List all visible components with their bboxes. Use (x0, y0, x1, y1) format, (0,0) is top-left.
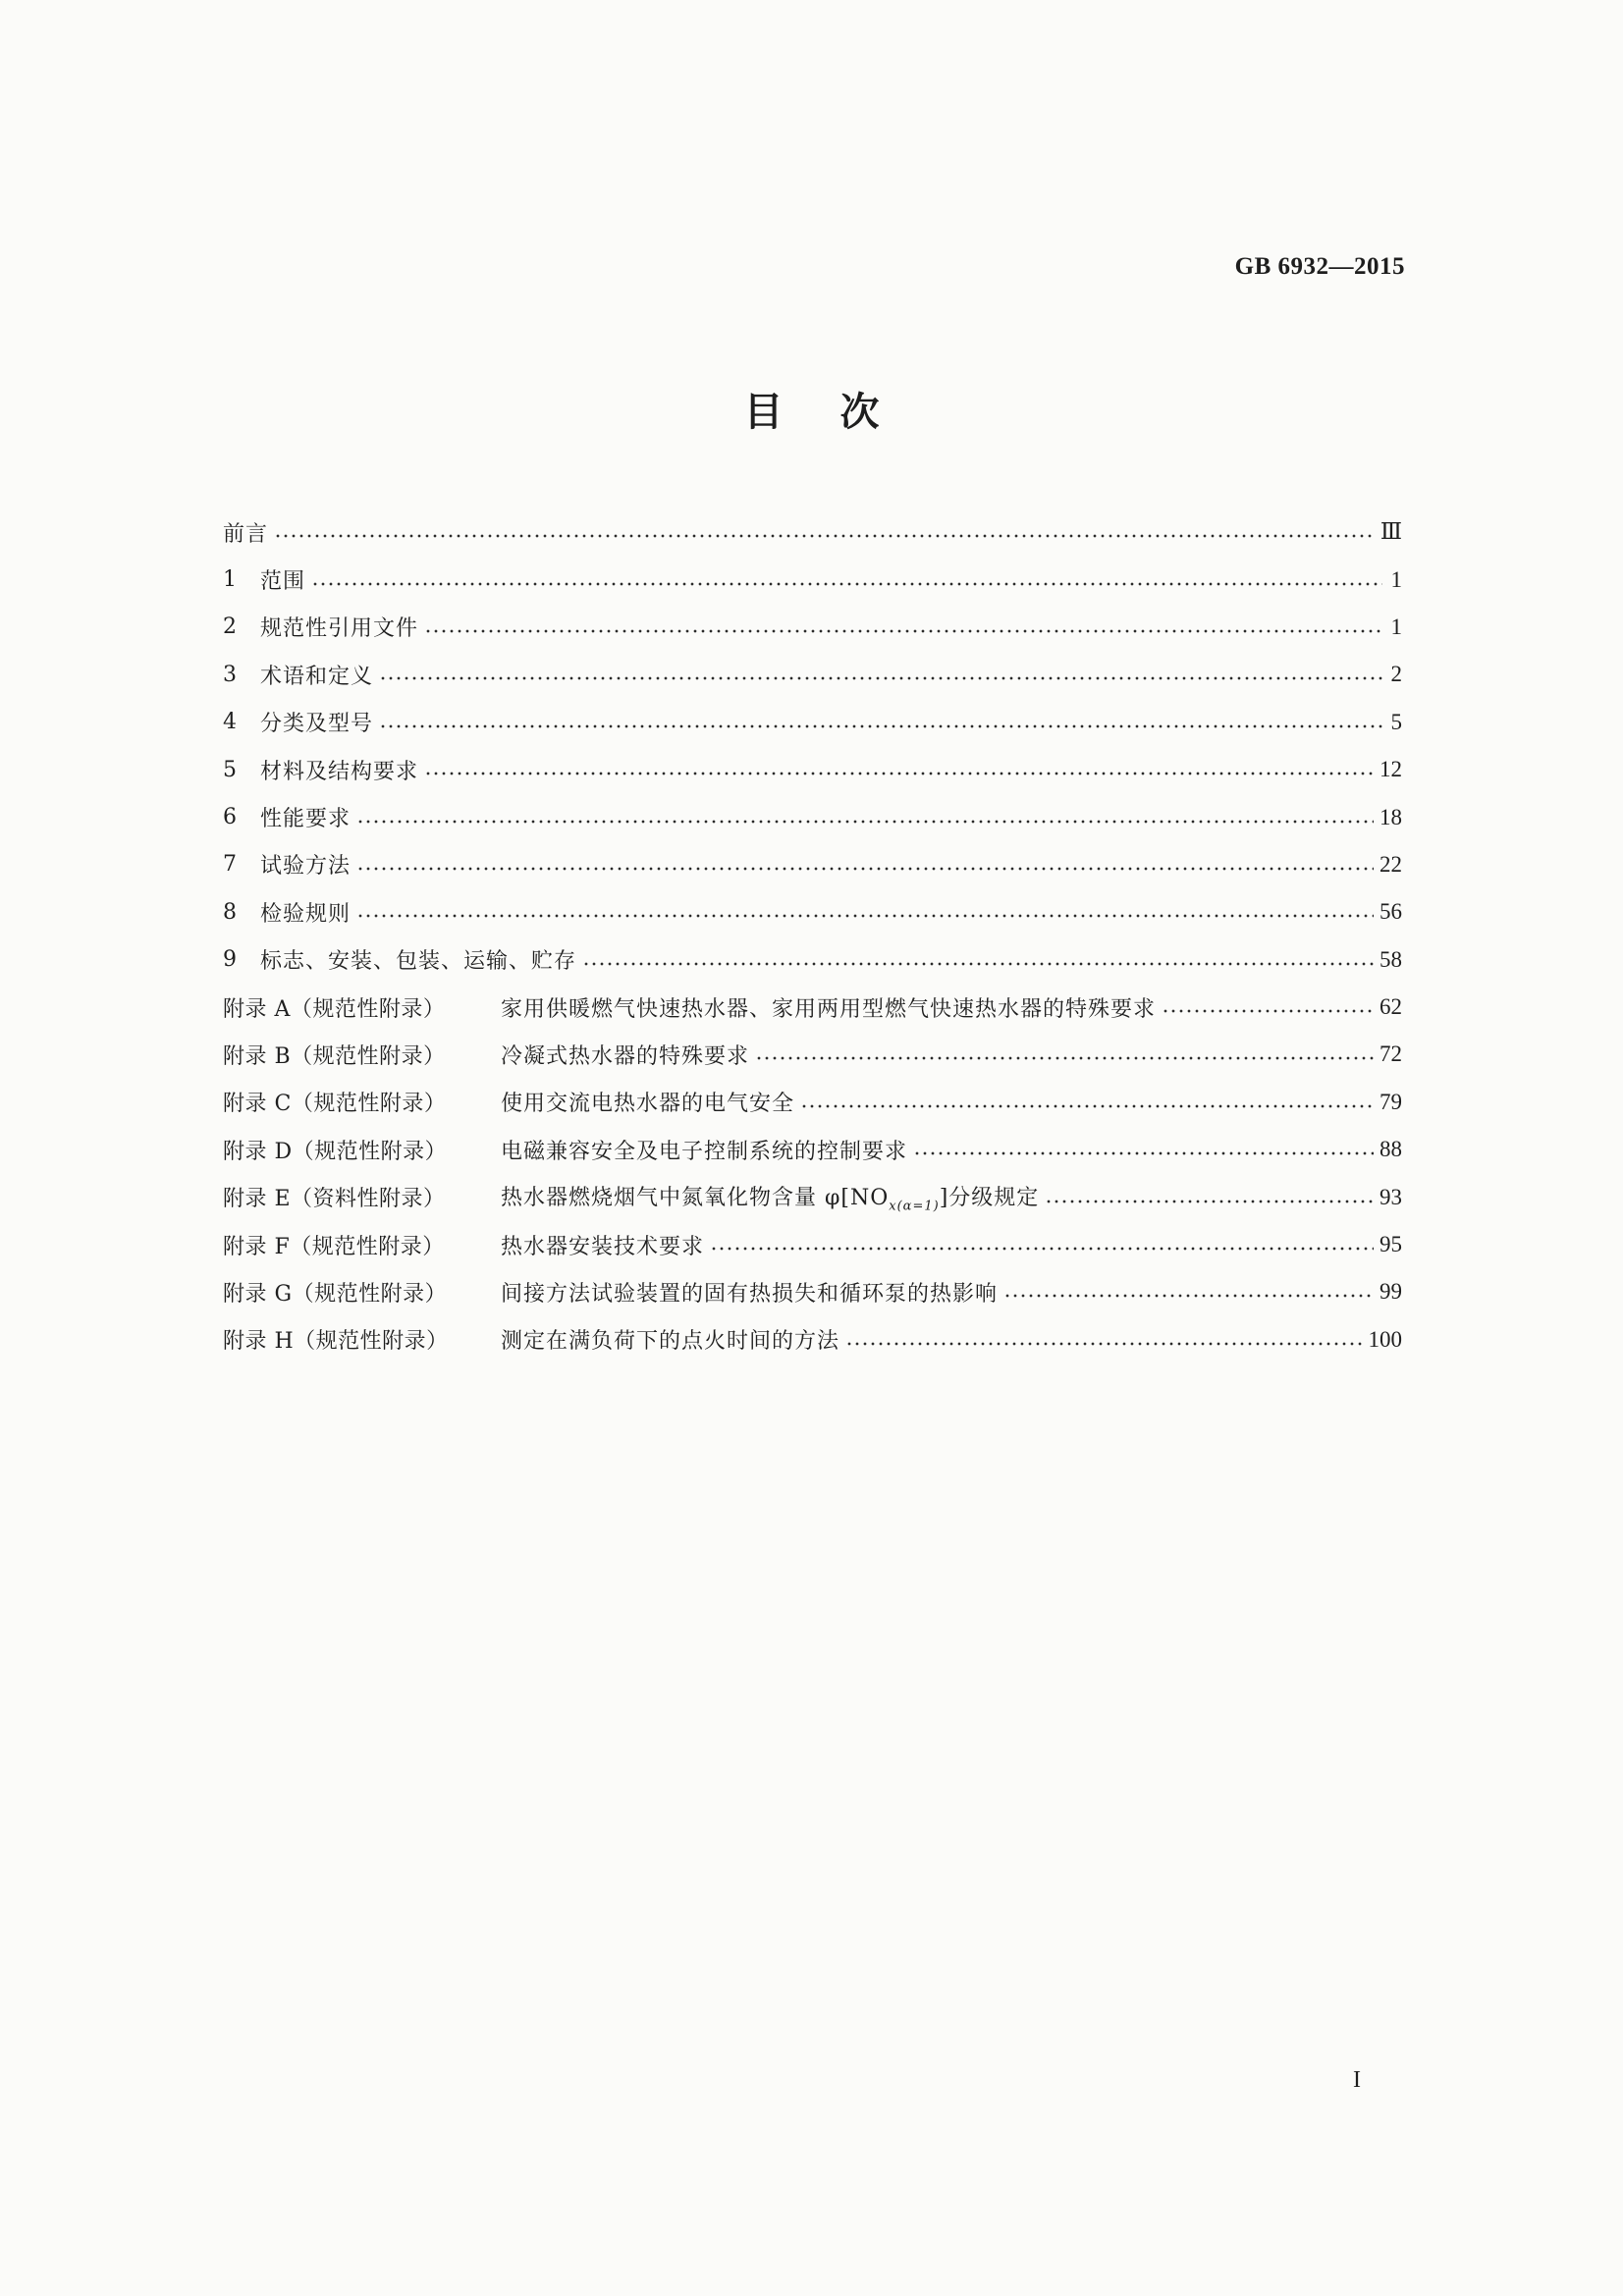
appendix-title: 热水器安装技术要求 (501, 1234, 705, 1259)
toc-entry-2[interactable] (223, 604, 1402, 651)
appendix-page: 100 (1368, 1326, 1402, 1352)
toc-entry-1[interactable] (223, 556, 1402, 603)
toc-entry-8[interactable] (223, 888, 1402, 935)
appendix-page: 93 (1380, 1184, 1402, 1209)
appendix-prefix: 附录 A（规范性附录） (223, 996, 446, 1022)
toc-entry-number: 2 (223, 614, 237, 640)
page-folio: I (1353, 2067, 1361, 2093)
dot-leader (582, 950, 1374, 970)
appendix-page: 95 (1380, 1232, 1402, 1257)
appendix-title (501, 1181, 1039, 1213)
appendix-page: 72 (1380, 1041, 1402, 1067)
toc-entry-number: 4 (223, 710, 237, 735)
toc-entry-label: 规范性引用文件 (260, 616, 419, 642)
toc-entry-3[interactable] (223, 651, 1402, 698)
appendix-page: 79 (1380, 1089, 1402, 1114)
appendix-title: 测定在满负荷下的点火时间的方法 (501, 1329, 840, 1355)
toc-entry-4[interactable] (223, 699, 1402, 746)
toc-entry-6[interactable] (223, 793, 1402, 840)
toc-entry-page: 18 (1380, 804, 1402, 829)
toc-appendix-f[interactable] (223, 1221, 1402, 1268)
appendix-title: 电磁兼容安全及电子控制系统的控制要求 (501, 1139, 908, 1164)
toc-appendix-d[interactable] (223, 1126, 1402, 1173)
toc-appendix-h[interactable] (223, 1316, 1402, 1363)
toc-entry-number: 1 (223, 567, 237, 593)
appendix-prefix: 附录 D（规范性附录） (223, 1139, 448, 1164)
appendix-title: 间接方法试验装置的固有热损失和循环泵的热影响 (501, 1281, 999, 1307)
dot-leader (379, 713, 1382, 732)
toc-entry-foreword[interactable] (223, 508, 1402, 556)
dot-leader (800, 1093, 1374, 1112)
appendix-title-tail: ]分级规定 (939, 1185, 1040, 1210)
dot-leader (845, 1330, 1362, 1350)
dot-leader (379, 665, 1382, 684)
toc-entry-number: 7 (223, 852, 237, 878)
toc-entry-page: Ⅲ (1380, 519, 1402, 545)
toc-entry-page: 2 (1390, 662, 1402, 687)
appendix-prefix: 附录 F（规范性附录） (223, 1234, 445, 1259)
appendix-page: 62 (1380, 994, 1402, 1020)
dot-leader (755, 1044, 1374, 1064)
toc-entry-label: 术语和定义 (260, 664, 374, 689)
dot-leader (424, 760, 1374, 779)
dot-leader (1162, 997, 1374, 1017)
page-title: 目次 (743, 390, 937, 435)
dot-leader (356, 855, 1374, 875)
toc-entry-label: 材料及结构要求 (260, 759, 419, 784)
dot-leader (424, 617, 1382, 637)
toc-appendix-c[interactable] (223, 1079, 1402, 1126)
dot-leader (710, 1235, 1374, 1255)
toc-entry-label: 试验方法 (260, 854, 352, 880)
standard-code: GB 6932—2015 (1234, 253, 1405, 280)
dot-leader (356, 902, 1374, 922)
dot-leader (913, 1140, 1374, 1159)
toc-entry-label: 范围 (260, 569, 306, 595)
toc-entry-number: 8 (223, 899, 237, 925)
toc-entry-label: 分类及型号 (260, 712, 374, 737)
appendix-page: 88 (1380, 1137, 1402, 1162)
toc-entry-7[interactable] (223, 841, 1402, 888)
toc-entry-label: 前言 (223, 521, 269, 547)
dot-leader (311, 570, 1382, 590)
toc-entry-page: 12 (1380, 757, 1402, 782)
toc-entry-number: 5 (223, 757, 237, 782)
toc-entry-number: 3 (223, 662, 237, 687)
appendix-prefix: 附录 G（规范性附录） (223, 1281, 448, 1307)
appendix-prefix: 附录 E（资料性附录） (223, 1187, 446, 1212)
appendix-title: 家用供暖燃气快速热水器、家用两用型燃气快速热水器的特殊要求 (501, 996, 1157, 1022)
dot-leader (1003, 1282, 1374, 1302)
appendix-prefix: 附录 B（规范性附录） (223, 1043, 446, 1069)
appendix-page: 99 (1380, 1279, 1402, 1305)
toc-appendix-g[interactable] (223, 1268, 1402, 1315)
appendix-prefix: 附录 H（规范性附录） (223, 1329, 449, 1355)
toc-entry-9[interactable] (223, 936, 1402, 984)
toc-entry-label: 标志、安装、包装、运输、贮存 (260, 949, 577, 975)
toc-entry-5[interactable] (223, 746, 1402, 793)
appendix-title: 冷凝式热水器的特殊要求 (501, 1043, 750, 1069)
toc-entry-label: 检验规则 (260, 901, 352, 927)
appendix-prefix: 附录 C（规范性附录） (223, 1092, 447, 1117)
toc-entry-page: 1 (1390, 566, 1402, 592)
appendix-title-subscript: x(α=1) (889, 1199, 940, 1214)
dot-leader (274, 522, 1375, 542)
toc-appendix-a[interactable] (223, 984, 1402, 1031)
appendix-title-main: 热水器燃烧烟气中氮氧化物含量 φ[NO (501, 1185, 890, 1210)
toc-entry-page: 5 (1390, 709, 1402, 734)
table-of-contents (223, 508, 1402, 1363)
toc-entry-label: 性能要求 (260, 807, 352, 832)
dot-leader (1045, 1188, 1374, 1207)
toc-appendix-e[interactable] (223, 1173, 1402, 1220)
toc-entry-number: 9 (223, 947, 237, 973)
toc-entry-page: 58 (1380, 946, 1402, 972)
appendix-title: 使用交流电热水器的电气安全 (501, 1092, 795, 1117)
toc-entry-page: 56 (1380, 899, 1402, 925)
toc-entry-page: 1 (1390, 614, 1402, 639)
toc-appendix-b[interactable] (223, 1031, 1402, 1078)
toc-entry-page: 22 (1380, 851, 1402, 877)
dot-leader (356, 808, 1374, 828)
toc-entry-number: 6 (223, 805, 237, 830)
